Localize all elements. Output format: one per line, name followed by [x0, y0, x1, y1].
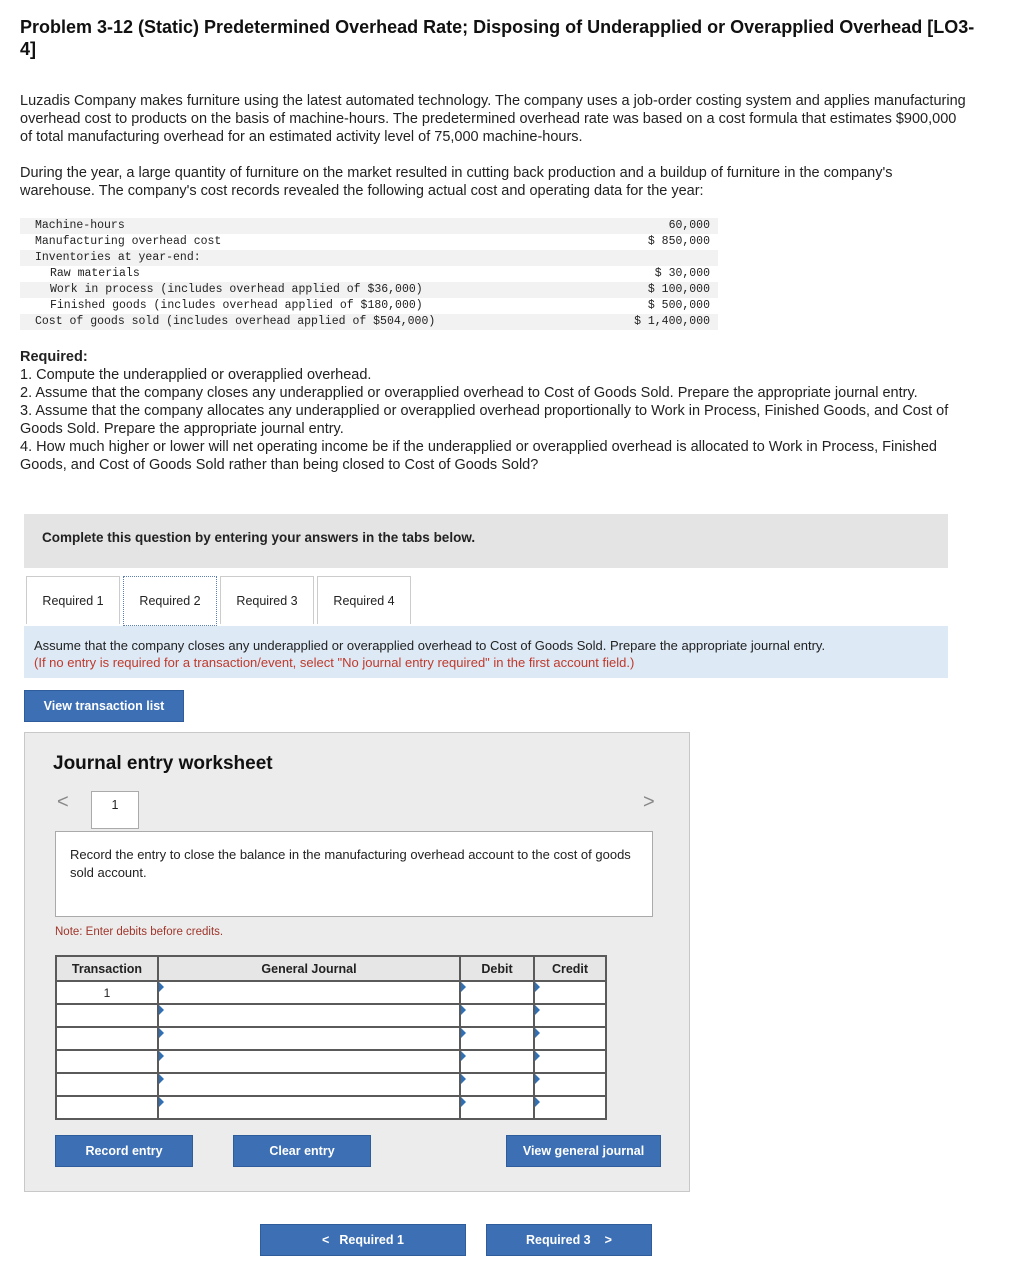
debit-input[interactable] — [460, 1096, 534, 1119]
credit-input[interactable] — [534, 1096, 606, 1119]
transaction-cell — [56, 1027, 158, 1050]
required-item: 4. How much higher or lower will net operating income be if the underapplied or overapplied overhead is allocated to Work in Process, Finished Goods, and Cost of Goods Sold rather than being closed to Cost of Goods Sold? — [20, 439, 937, 473]
journal-entry-worksheet — [24, 732, 690, 1192]
debit-input[interactable] — [460, 1073, 534, 1096]
next-required-3-button[interactable] — [486, 1224, 652, 1256]
table-row — [56, 1073, 606, 1096]
transaction-cell — [56, 1004, 158, 1027]
data-row: Inventories at year-end: — [20, 250, 718, 266]
account-input[interactable] — [158, 981, 460, 1004]
journal-table — [55, 955, 607, 1120]
table-row — [56, 1027, 606, 1050]
tab-required-2[interactable]: Required 2 — [123, 576, 217, 626]
debit-input[interactable] — [460, 1004, 534, 1027]
required-item: 2. Assume that the company closes any underapplied or overapplied overhead to Cost of Goods Sold. Prepare the appropriate journal entry. — [20, 385, 918, 401]
chevron-left-icon[interactable]: < — [57, 791, 69, 813]
panel-hint: (If no entry is required for a transaction/event, select "No journal entry required" in the first account field.) — [34, 655, 635, 670]
credit-input[interactable] — [534, 1027, 606, 1050]
account-input[interactable] — [158, 1073, 460, 1096]
instructions-bar — [24, 514, 948, 568]
journal-header-row — [56, 956, 606, 981]
table-row — [56, 1004, 606, 1027]
credit-input[interactable] — [534, 1073, 606, 1096]
account-input[interactable] — [158, 1050, 460, 1073]
debit-input[interactable] — [460, 1027, 534, 1050]
transaction-cell — [56, 1073, 158, 1096]
instructions-text: Complete this question by entering your answers in the tabs below. — [42, 530, 476, 545]
data-row: Raw materials $ 30,000 — [50, 267, 710, 280]
col-transaction: Transaction — [56, 956, 158, 981]
record-entry-button[interactable]: Record entry — [55, 1135, 193, 1167]
worksheet-page-number[interactable]: 1 — [91, 791, 139, 829]
table-row — [56, 1050, 606, 1073]
question-panel — [24, 626, 948, 678]
tab-required-4[interactable]: Required 4 — [317, 576, 411, 624]
prev-required-1-button[interactable] — [260, 1224, 466, 1256]
required-header: Required: — [20, 349, 88, 365]
debit-input[interactable] — [460, 1050, 534, 1073]
next-button-label: Required 3 — [526, 1233, 591, 1247]
debits-note: Note: Enter debits before credits. — [55, 926, 224, 938]
tab-required-3[interactable]: Required 3 — [220, 576, 314, 624]
data-row: Manufacturing overhead cost $ 850,000 — [35, 235, 710, 248]
account-input[interactable] — [158, 1027, 460, 1050]
required-item: 3. Assume that the company allocates any underapplied or overapplied overhead proportionally to Work in Process, Finished Goods, and Cost of Goods Sold. Prepare the appropriate journal entry. — [20, 403, 949, 437]
tab-required-1[interactable]: Required 1 — [26, 576, 120, 624]
col-debit: Debit — [460, 956, 534, 981]
col-credit: Credit — [534, 956, 606, 981]
data-row: Cost of goods sold (includes overhead applied of $504,000) $ 1,400,000 — [20, 314, 718, 330]
view-transaction-list-button[interactable]: View transaction list — [24, 690, 184, 722]
panel-instruction: Assume that the company closes any underapplied or overapplied overhead to Cost of Goods Sold. Prepare the appropriate journal entry. — [34, 638, 826, 653]
chevron-right-icon[interactable]: > — [643, 791, 655, 813]
chevron-left-icon: < — [322, 1233, 330, 1247]
table-row — [56, 1096, 606, 1119]
worksheet-title: Journal entry worksheet — [53, 753, 273, 774]
table-row — [56, 981, 606, 1004]
account-input[interactable] — [158, 1004, 460, 1027]
transaction-cell: 1 — [56, 981, 158, 1004]
intro-paragraph-2: During the year, a large quantity of furniture on the market resulted in cutting back production and a buildup of furniture in the company's warehouse. The company's cost records revealed the following actual cost and operating data for the year: — [20, 165, 893, 199]
col-general-journal: General Journal — [158, 956, 460, 981]
account-input[interactable] — [158, 1096, 460, 1119]
data-row: Machine-hours 60,000 — [20, 218, 718, 234]
prev-button-label: Required 1 — [339, 1233, 404, 1247]
transaction-cell — [56, 1050, 158, 1073]
required-item: 1. Compute the underapplied or overapplied overhead. — [20, 367, 372, 383]
credit-input[interactable] — [534, 1050, 606, 1073]
transaction-cell — [56, 1096, 158, 1119]
cost-data-table — [20, 218, 718, 330]
view-general-journal-button[interactable]: View general journal — [506, 1135, 661, 1167]
credit-input[interactable] — [534, 1004, 606, 1027]
debit-input[interactable] — [460, 981, 534, 1004]
chevron-right-icon: > — [604, 1233, 612, 1247]
problem-title: Problem 3-12 (Static) Predetermined Overhead Rate; Disposing of Underapplied or Overapplied Overhead [LO3-4] — [20, 17, 975, 59]
credit-input[interactable] — [534, 981, 606, 1004]
required-section — [20, 348, 980, 474]
clear-entry-button[interactable]: Clear entry — [233, 1135, 371, 1167]
data-row: Work in process (includes overhead applied of $36,000) $ 100,000 — [20, 282, 718, 298]
intro-paragraph-1: Luzadis Company makes furniture using the latest automated technology. The company uses a job-order costing system and applies manufacturing overhead cost to products on the basis of machine-hours. The predetermined overhead rate was based on a cost formula that estimates $900,000 of total manufacturing overhead for an estimated activity level of 75,000 machine-hours. — [20, 93, 966, 145]
data-row: Finished goods (includes overhead applied of $180,000) $ 500,000 — [50, 299, 710, 312]
entry-description: Record the entry to close the balance in the manufacturing overhead account to the cost of goods sold account. — [55, 831, 653, 917]
